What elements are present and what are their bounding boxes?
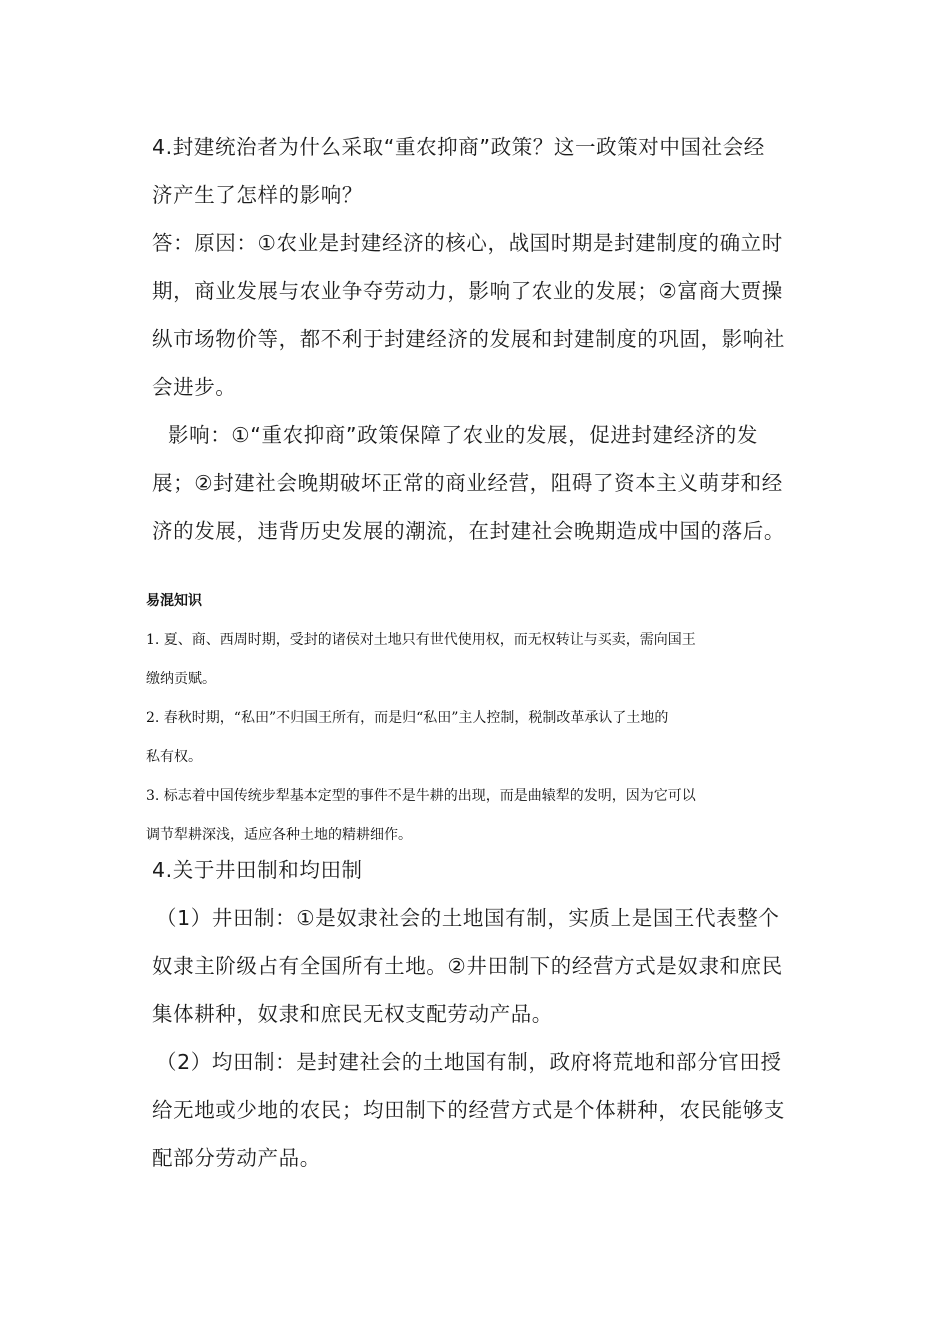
answer-line-1: 答：原因：①农业是封建经济的核心，战国时期是封建制度的确立时	[152, 231, 783, 255]
question-4-title-line-1: 4.封建统治者为什么采取“重农抑商”政策？这一政策对中国社会经	[152, 135, 765, 159]
impact-line-1: 影响：①“重农抑商”政策保障了农业的发展，促进封建经济的发	[168, 423, 759, 447]
well-field-line-1: （1）井田制：①是奴隶社会的土地国有制，实质上是国王代表整个	[156, 906, 780, 930]
confusing-item-3-line-2: 调节犁耕深浅，适应各种土地的精耕细作。	[146, 827, 412, 843]
impact-line-2: 展；②封建社会晚期破坏正常的商业经营，阻碍了资本主义萌芽和经	[152, 471, 783, 495]
answer-line-3: 纵市场物价等，都不利于封建经济的发展和封建制度的巩固，影响社	[152, 327, 785, 351]
equal-field-line-1: （2）均田制：是封建社会的土地国有制，政府将荒地和部分官田授	[156, 1050, 782, 1074]
question-4-title-line-2: 济产生了怎样的影响？	[152, 183, 363, 207]
equal-field-line-3: 配部分劳动产品。	[152, 1146, 321, 1170]
equal-field-line-2: 给无地或少地的农民；均田制下的经营方式是个体耕种，农民能够支	[152, 1098, 785, 1122]
section-4-title: 4.关于井田制和均田制	[152, 858, 363, 882]
confusing-item-1-line-1: 1. 夏、商、西周时期，受封的诸侯对土地只有世代使用权，而无权转让与买卖，需向国王	[146, 632, 696, 648]
well-field-line-2: 奴隶主阶级占有全国所有土地。②井田制下的经营方式是奴隶和庶民	[152, 954, 783, 978]
impact-line-3: 济的发展，违背历史发展的潮流，在封建社会晚期造成中国的落后。	[152, 519, 785, 543]
answer-line-2: 期，商业发展与农业争夺劳动力，影响了农业的发展；②富商大贾操	[152, 279, 783, 303]
confusing-item-2-line-1: 2. 春秋时期，“私田”不归国王所有，而是归“私田”主人控制，税制改革承认了土地的	[146, 710, 669, 726]
confusing-knowledge-heading: 易混知识	[146, 593, 202, 609]
answer-line-4: 会进步。	[152, 375, 237, 399]
confusing-item-1-line-2: 缴纳贡赋。	[146, 671, 216, 687]
section-4-block	[152, 846, 802, 1182]
question-4-block	[152, 123, 802, 555]
confusing-item-3-line-1: 3. 标志着中国传统步犁基本定型的事件不是牛耕的出现，而是曲辕犁的发明，因为它可以	[146, 788, 696, 804]
well-field-line-3: 集体耕种，奴隶和庶民无权支配劳动产品。	[152, 1002, 553, 1026]
confusing-knowledge-block	[146, 582, 810, 855]
confusing-item-2-line-2: 私有权。	[146, 749, 202, 765]
